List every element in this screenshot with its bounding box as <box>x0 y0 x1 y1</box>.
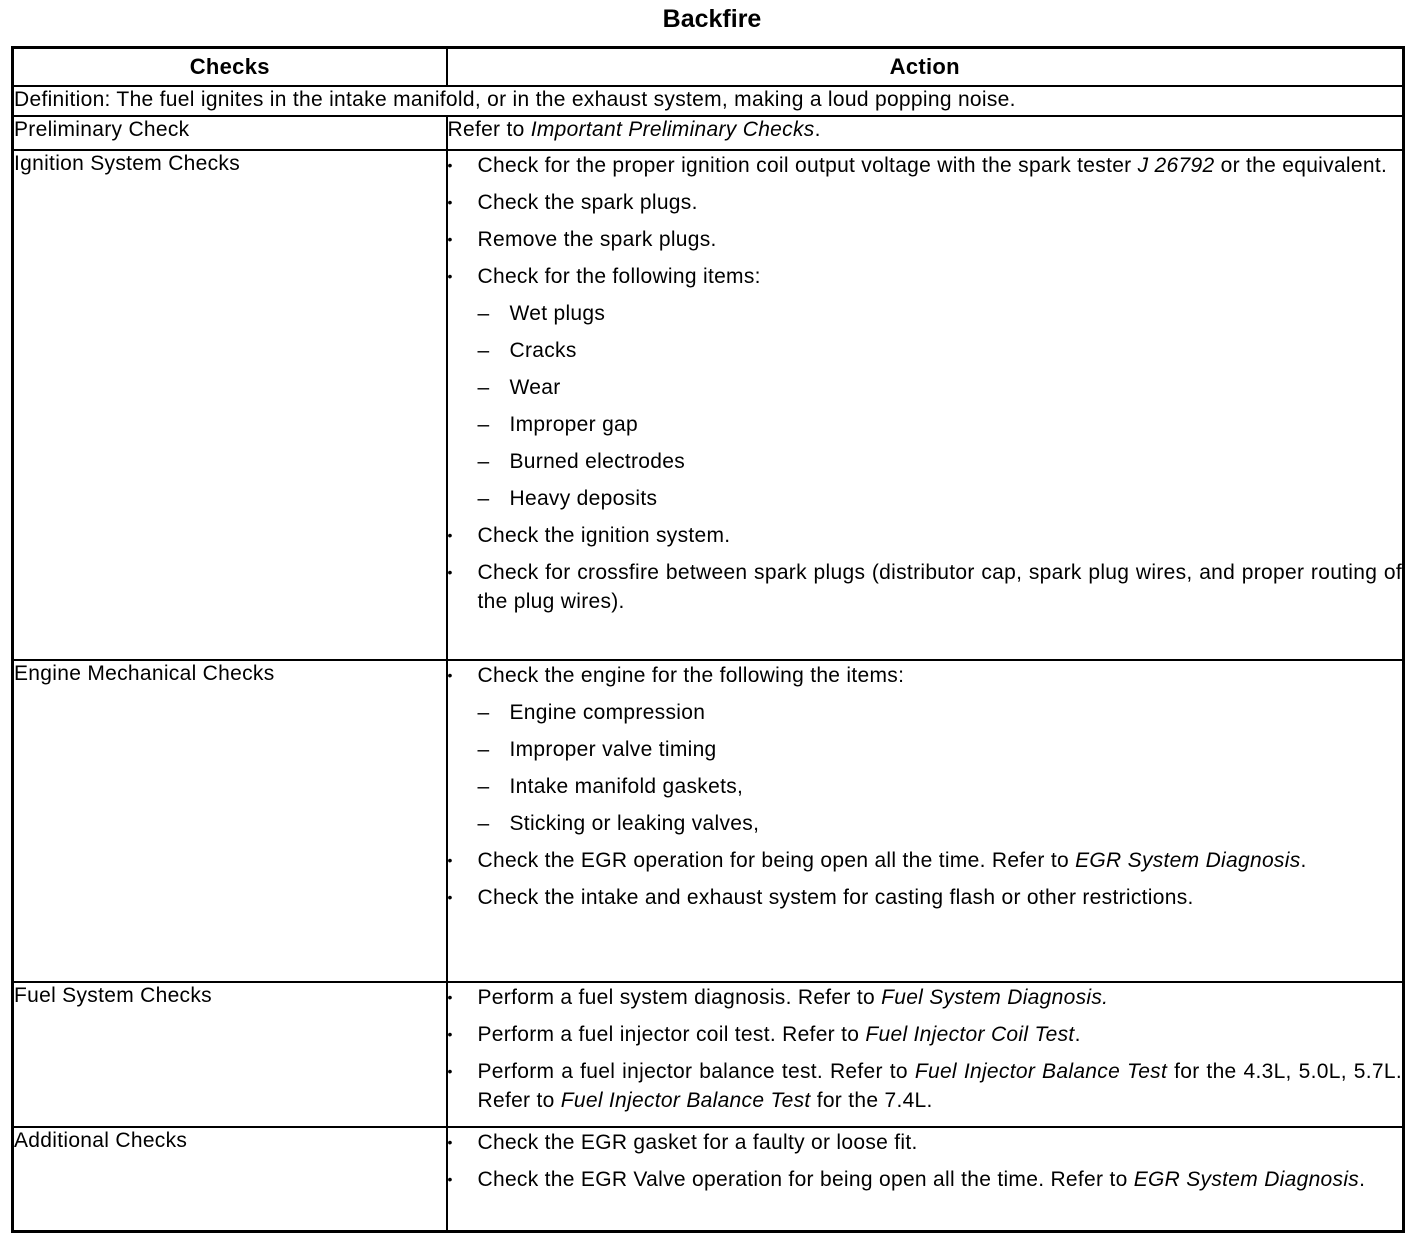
additional-check-label: Additional Checks <box>13 1127 447 1231</box>
action-text: . <box>1359 1168 1366 1191</box>
preliminary-check-action <box>447 116 1404 150</box>
action-text: for the 4.3L, 5.0L, 5.7L. Refer to <box>477 1060 1402 1112</box>
list-item: • Check for the following items: <box>448 262 1403 291</box>
table-row <box>13 116 1404 150</box>
list-item: • Check the intake and exhaust system for casting flash or other restrictions. <box>448 883 1403 912</box>
action-header: Action <box>447 48 1404 87</box>
reference-link: Fuel Injector Balance Test <box>560 1089 811 1112</box>
fuel-actions <box>447 982 1404 1127</box>
reference-link: Fuel Injector Balance Test <box>914 1060 1168 1083</box>
action-text: Perform a fuel system diagnosis. Refer to <box>477 986 882 1009</box>
list-item: • Remove the spark plugs. <box>448 225 1403 254</box>
action-text: for the 7.4L. <box>810 1089 933 1112</box>
backfire-table <box>11 46 1405 1233</box>
list-item <box>448 1057 1403 1115</box>
list-item <box>448 983 1403 1012</box>
sub-list-item: – Sticking or leaking valves, <box>448 809 1403 838</box>
preliminary-check-label: Preliminary Check <box>13 116 447 150</box>
additional-actions <box>447 1127 1404 1231</box>
definition-text: Definition: The fuel ignites in the intake manifold, or in the exhaust system, making a loud popping noise. <box>13 86 1404 116</box>
reference-link: Important Preliminary Checks <box>530 118 815 141</box>
action-text: Check for the proper ignition coil output voltage with the spark tester <box>477 154 1138 177</box>
sub-list-item: – Intake manifold gaskets, <box>448 772 1403 801</box>
table-row <box>13 1127 1404 1231</box>
fuel-check-label: Fuel System Checks <box>13 982 447 1127</box>
engine-actions <box>447 660 1404 982</box>
table-row <box>13 150 1404 660</box>
ignition-check-label: Ignition System Checks <box>13 150 447 660</box>
list-item <box>448 151 1403 180</box>
header-row <box>13 48 1404 87</box>
sub-list-item: – Cracks <box>448 336 1403 365</box>
reference-link: EGR System Diagnosis <box>1133 1168 1360 1191</box>
action-text: Perform a fuel injector balance test. Refer to <box>477 1060 915 1083</box>
action-text: . <box>814 118 821 141</box>
definition-row <box>13 86 1404 116</box>
tool-number: J 26792 <box>1137 154 1215 177</box>
action-text: Check the EGR Valve operation for being open all the time. Refer to <box>477 1168 1134 1191</box>
sub-list-item: – Burned electrodes <box>448 447 1403 476</box>
sub-list-item: – Improper gap <box>448 410 1403 439</box>
action-text: or the equivalent. <box>1214 154 1388 177</box>
list-item: • Check the engine for the following the items: <box>448 661 1403 690</box>
page-title: Backfire <box>662 5 762 33</box>
action-text: . <box>1300 849 1307 872</box>
sub-list-item: – Heavy deposits <box>448 484 1403 513</box>
table-row <box>13 660 1404 982</box>
reference-link: Fuel System Diagnosis. <box>881 986 1109 1009</box>
checks-header: Checks <box>13 48 447 87</box>
list-item: • Check the EGR gasket for a faulty or loose fit. <box>448 1128 1403 1157</box>
sub-list-item: – Wear <box>448 373 1403 402</box>
list-item: • Check for crossfire between spark plugs (distributor cap, spark plug wires, and proper routing of the plug wires). <box>448 558 1403 616</box>
ignition-actions <box>447 150 1404 660</box>
action-text: . <box>1074 1023 1081 1046</box>
list-item: • Check the ignition system. <box>448 521 1403 550</box>
sub-list-item: – Improper valve timing <box>448 735 1403 764</box>
action-text: Check the EGR operation for being open all the time. Refer to <box>477 849 1076 872</box>
list-item <box>448 1020 1403 1049</box>
action-text: Perform a fuel injector coil test. Refer to <box>477 1023 866 1046</box>
action-text: Refer to <box>447 118 531 141</box>
sub-list-item: – Engine compression <box>448 698 1403 727</box>
reference-link: EGR System Diagnosis <box>1075 849 1301 872</box>
list-item <box>448 1165 1403 1194</box>
list-item <box>448 846 1403 875</box>
engine-check-label: Engine Mechanical Checks <box>13 660 447 982</box>
sub-list-item: – Wet plugs <box>448 299 1403 328</box>
reference-link: Fuel Injector Coil Test <box>865 1023 1075 1046</box>
list-item: • Check the spark plugs. <box>448 188 1403 217</box>
table-row <box>13 982 1404 1127</box>
